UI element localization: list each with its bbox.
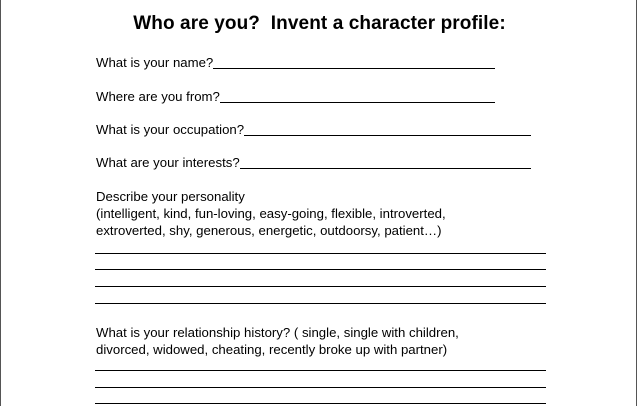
personality-answer-line[interactable] (95, 303, 546, 304)
personality-answer-line[interactable] (95, 253, 546, 254)
personality-heading: Describe your personality (96, 189, 245, 204)
interests-label: What are your interests? (96, 155, 240, 170)
personality-answer-line[interactable] (95, 269, 546, 270)
personality-examples-line-2: extroverted, shy, generous, energetic, outdoorsy, patient…) (96, 223, 442, 238)
personality-examples-line-1: (intelligent, kind, fun-loving, easy-going, flexible, introverted, (96, 206, 446, 221)
relationship-question (96, 324, 459, 358)
occupation-answer-line[interactable] (244, 135, 531, 136)
from-label: Where are you from? (96, 89, 220, 104)
interests-question (96, 155, 531, 171)
from-question (96, 89, 495, 105)
relationship-answer-line[interactable] (95, 370, 546, 371)
occupation-question (96, 122, 531, 138)
name-answer-line[interactable] (213, 68, 495, 69)
occupation-label: What is your occupation? (96, 122, 245, 137)
relationship-answer-line[interactable] (95, 403, 546, 404)
interests-answer-line[interactable] (240, 168, 531, 169)
personality-answer-line[interactable] (95, 286, 546, 287)
name-label: What is your name? (96, 55, 214, 70)
from-answer-line[interactable] (220, 102, 495, 103)
relationship-line-2: divorced, widowed, cheating, recently broke up with partner) (96, 342, 448, 357)
name-question (96, 55, 495, 71)
relationship-line-1: What is your relationship history? ( single, single with children, (96, 325, 459, 340)
relationship-answer-line[interactable] (95, 387, 546, 388)
personality-question (96, 188, 446, 239)
worksheet-title: Who are you? Invent a character profile: (133, 13, 506, 34)
